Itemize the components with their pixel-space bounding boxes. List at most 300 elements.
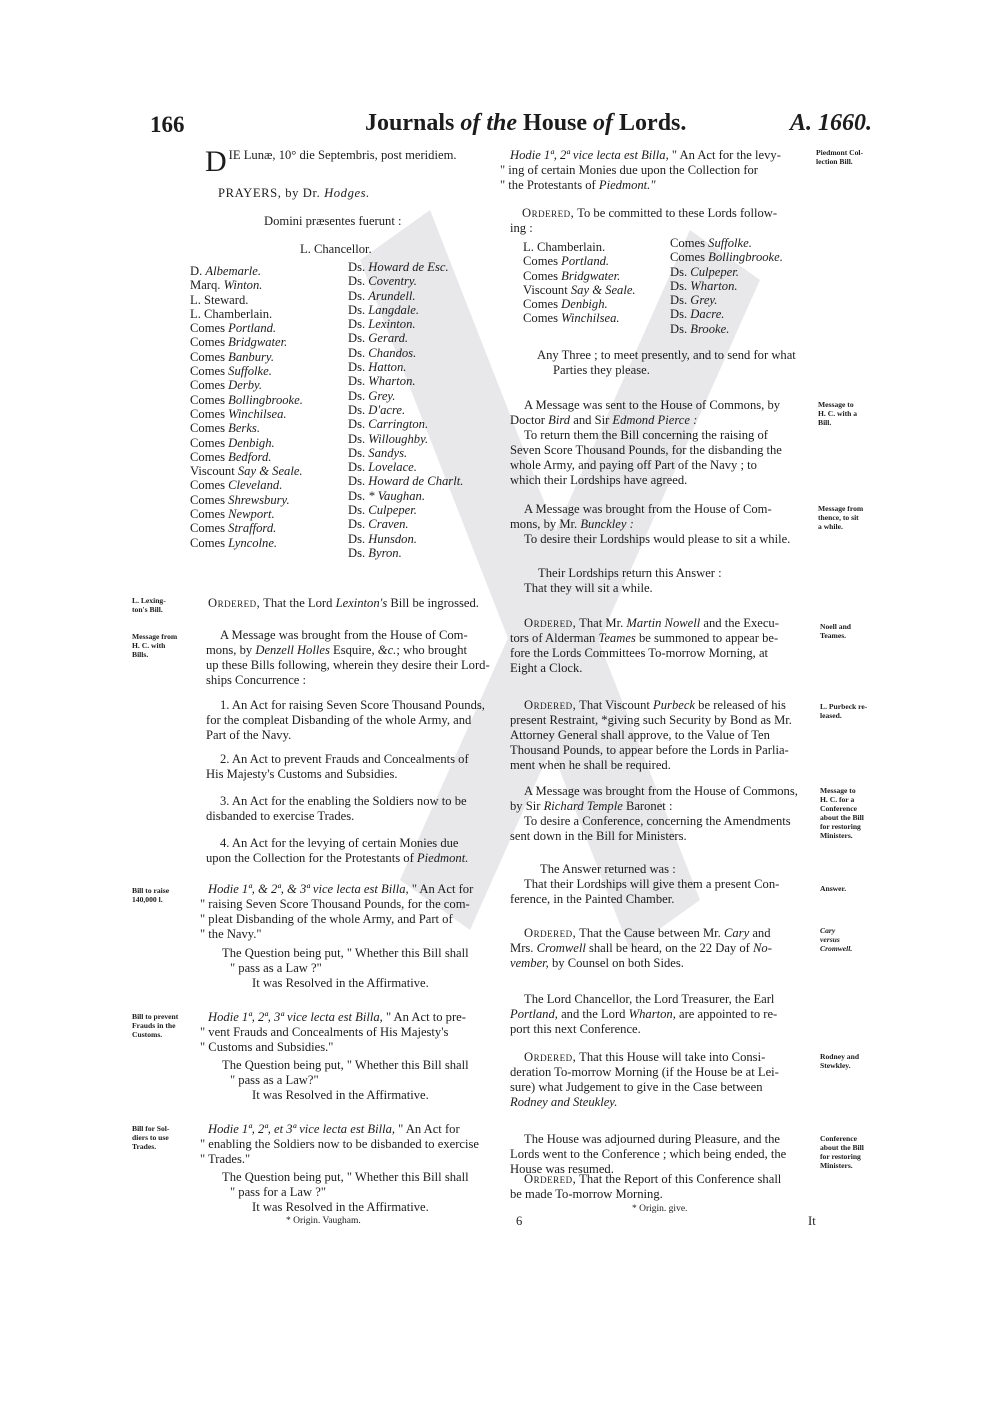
lord-name: D'acre. bbox=[368, 402, 406, 417]
footnote-left: * Origin. Vaugham. bbox=[286, 1216, 361, 1226]
lord-title: Comes bbox=[190, 435, 229, 450]
question-frauds-line2: " pass as a Law?" bbox=[230, 1073, 319, 1087]
question-soldiers bbox=[222, 1170, 503, 1215]
lord-entry bbox=[670, 307, 810, 321]
message-sent-line2a: Doctor bbox=[510, 413, 545, 427]
title-of-the: of the bbox=[460, 110, 524, 136]
lord-name: Langdale. bbox=[368, 302, 420, 317]
message-bills-line2a: mons, by bbox=[206, 643, 253, 657]
hodie-frauds-line3: " Customs and Subsidies." bbox=[200, 1040, 334, 1054]
lord-entry bbox=[348, 346, 498, 360]
conference-line1: A Message was brought from the House of Commons, bbox=[524, 784, 798, 798]
lord-name: Strafford. bbox=[228, 521, 277, 536]
margin-note-answer: Answer. bbox=[820, 884, 847, 893]
noell-line1a: That Mr. bbox=[579, 616, 624, 630]
lord-name: Say & Seale. bbox=[570, 282, 636, 297]
lord-entry bbox=[523, 240, 663, 254]
lord-name: Grey. bbox=[690, 293, 718, 308]
lord-entry bbox=[190, 450, 340, 464]
committed-line1: To be committed to these Lords follow- bbox=[577, 206, 778, 220]
lord-title: Comes bbox=[190, 478, 229, 493]
rodney-line1: That this House will take into Consi- bbox=[579, 1050, 766, 1064]
bill-1-line2: for the compleat Disbanding of the whole Army, and bbox=[206, 713, 472, 727]
question-raise-line2: " pass as a Law ?" bbox=[230, 961, 322, 975]
answer-sit-line1: Their Lordships return this Answer : bbox=[538, 566, 722, 580]
question-soldiers-line1: The Question being put, " Whether this Bill shall bbox=[222, 1170, 469, 1184]
message-conference bbox=[510, 784, 818, 844]
question-frauds-line1: The Question being put, " Whether this Bill shall bbox=[222, 1058, 469, 1072]
ordered-lexinton bbox=[208, 596, 503, 611]
teames-name: Teames bbox=[598, 631, 636, 645]
lord-name: Wharton. bbox=[368, 374, 416, 389]
dateline-initial: D bbox=[205, 145, 227, 178]
page-number: 166 bbox=[150, 112, 185, 137]
lord-entry bbox=[348, 446, 498, 460]
catchword: It bbox=[808, 1214, 816, 1228]
lord-title: Ds. bbox=[348, 302, 369, 317]
lord-name: Gerard. bbox=[368, 331, 409, 346]
lord-entry bbox=[348, 331, 498, 345]
lord-name: Howard de Esc. bbox=[368, 260, 449, 274]
lord-name: Denbigh. bbox=[561, 297, 608, 312]
message-sit-line2a: mons, by Mr. bbox=[510, 517, 578, 531]
lord-entry bbox=[190, 364, 340, 378]
lord-title: L. Steward. bbox=[190, 292, 249, 307]
piedmont-name: Piedmont. bbox=[416, 851, 469, 865]
lord-title: Comes bbox=[190, 492, 229, 507]
page-title bbox=[365, 110, 686, 137]
lord-title: Ds. bbox=[670, 293, 691, 308]
margin-note-frauds: Bill to prevent Frauds in the Customs. bbox=[132, 1012, 179, 1039]
prayers-text: PRAYERS, by Dr. bbox=[218, 186, 321, 200]
committee-list-left bbox=[523, 240, 663, 326]
page-year: A. 1660. bbox=[790, 110, 873, 136]
purbeck-line3: Attorney General shall approve, to the Value of Ten bbox=[510, 728, 770, 742]
lord-title: Viscount bbox=[190, 464, 238, 479]
purbeck-line1a: That Viscount bbox=[579, 698, 650, 712]
cary-no: No- bbox=[753, 941, 772, 955]
question-frauds-line3: It was Resolved in the Affirmative. bbox=[252, 1088, 429, 1102]
answer-sit bbox=[510, 566, 818, 596]
lord-name: Newport. bbox=[228, 507, 275, 522]
lord-name: Bollingbrooke. bbox=[708, 250, 783, 265]
lord-name: Lovelace. bbox=[368, 460, 417, 475]
answer-sit-line2: That they will sit a while. bbox=[524, 581, 653, 595]
lord-title: Comes bbox=[190, 406, 229, 421]
lord-title: Comes bbox=[670, 236, 709, 250]
lord-entry bbox=[348, 374, 498, 388]
committee-list-right bbox=[670, 236, 810, 336]
ordered-word-report: Ordered, bbox=[524, 1172, 577, 1186]
lord-name: Portland. bbox=[228, 321, 277, 336]
bill-3 bbox=[206, 794, 503, 824]
report-line2b: are appointed to re- bbox=[679, 1007, 778, 1021]
lord-entry bbox=[348, 317, 498, 331]
lord-title: Ds. bbox=[348, 345, 369, 360]
lord-entry bbox=[670, 265, 810, 279]
message-bills-line3: up these Bills following, wherein they desire their Lord- bbox=[206, 658, 490, 672]
adjourned bbox=[510, 1132, 818, 1177]
dateline-text: IE Lunæ, 10° die Septembris, post meridiem. bbox=[228, 148, 457, 162]
lord-name: Hunsdon. bbox=[368, 531, 417, 546]
hodie-soldiers-line3: " Trades." bbox=[200, 1152, 251, 1166]
lord-entry bbox=[348, 417, 498, 431]
cary-name: Cary bbox=[723, 926, 750, 940]
message-bills-line2b: Esquire, bbox=[333, 643, 375, 657]
lord-title: Ds. bbox=[348, 417, 369, 432]
lord-entry bbox=[190, 536, 340, 550]
margin-note-msg-hc: Message to H. C. with a Bill. bbox=[818, 400, 858, 427]
lord-name: Coventry. bbox=[368, 274, 417, 289]
lord-entry bbox=[348, 489, 498, 503]
message-bills-line2c: ; who brought bbox=[396, 643, 467, 657]
hodie-raise-line3: " pleat Disbanding of the whole Army, and Part of bbox=[200, 912, 453, 926]
margin-note-raise: Bill to raise 140,000 l. bbox=[132, 886, 170, 904]
lord-name: Bridgwater. bbox=[561, 268, 621, 283]
question-raise-line3: It was Resolved in the Affirmative. bbox=[252, 976, 429, 990]
lord-title: Comes bbox=[523, 254, 562, 269]
purbeck-line4: Thousand Pounds, to appear before the Lords in Parlia- bbox=[510, 743, 789, 757]
lord-entry bbox=[348, 460, 498, 474]
lord-entry bbox=[190, 378, 340, 392]
lord-entry bbox=[190, 521, 340, 535]
lord-title: Comes bbox=[523, 268, 562, 283]
margin-note-message-bills: Message from H. C. with Bills. bbox=[132, 632, 178, 659]
lord-title: Comes bbox=[190, 535, 229, 550]
lord-chancellor: L. Chancellor. bbox=[300, 242, 372, 256]
hodie-raise-line4: " the Navy." bbox=[200, 927, 262, 941]
rodney-line2: deration To-morrow Morning (if the House be at Lei- bbox=[510, 1065, 779, 1079]
lord-name: Willoughby. bbox=[368, 431, 429, 446]
lord-name: Banbury. bbox=[228, 349, 274, 364]
lord-entry bbox=[348, 389, 498, 403]
cromwell-name: Cromwell bbox=[536, 941, 586, 955]
margin-note-noell: Noell and Teames. bbox=[820, 622, 852, 640]
hodie-piedmont bbox=[500, 148, 818, 193]
hodie-piedmont-line1: " An Act for the levy- bbox=[668, 148, 781, 162]
lords-list-left bbox=[190, 264, 340, 550]
message-bills-line1: A Message was brought from the House of Com- bbox=[220, 628, 468, 642]
lord-title: Ds. bbox=[670, 278, 691, 293]
lord-name: Arundell. bbox=[368, 288, 416, 303]
lord-title: Comes bbox=[190, 507, 229, 522]
lord-title: L. Chamberlain. bbox=[523, 240, 606, 254]
conference-line3: To desire a Conference, concerning the Amendments bbox=[524, 814, 791, 828]
message-sent-line6: which their Lordships have agreed. bbox=[510, 473, 688, 487]
adjourned-line1: The House was adjourned during Pleasure, and the bbox=[524, 1132, 781, 1146]
margin-note-cary: Cary versus Cromwell. bbox=[820, 926, 853, 953]
lord-entry bbox=[190, 478, 340, 492]
lord-name: Winton. bbox=[223, 278, 263, 293]
answer-conference bbox=[510, 862, 818, 907]
question-soldiers-line3: It was Resolved in the Affirmative. bbox=[252, 1200, 429, 1214]
lord-title: Ds. bbox=[670, 307, 691, 322]
hodie-soldiers-lead: Hodie 1ª, 2ª, et 3ª vice lecta est Billa, bbox=[208, 1122, 396, 1136]
message-bills-line4: ships Concurrence : bbox=[206, 673, 307, 687]
lord-entry bbox=[190, 350, 340, 364]
bunckley-name: Bunckley : bbox=[580, 517, 634, 531]
purbeck-name: Purbeck bbox=[653, 698, 696, 712]
lord-name: Wharton. bbox=[690, 278, 738, 293]
lord-title: Ds. bbox=[348, 274, 369, 289]
lord-entry bbox=[348, 260, 498, 274]
lord-title: Ds. bbox=[348, 360, 369, 375]
lord-entry bbox=[348, 303, 498, 317]
rodney-line3: sure) what Judgement to give in the Case between bbox=[510, 1080, 763, 1094]
noell-line4: Eight a Clock. bbox=[510, 661, 583, 675]
hodie-frauds bbox=[200, 1010, 503, 1055]
margin-note-conference-2: Conference about the Bill for restoring Ministers. bbox=[820, 1134, 864, 1170]
question-raise bbox=[222, 946, 503, 991]
lord-title: D. bbox=[190, 264, 206, 278]
lord-title: Ds. bbox=[348, 431, 369, 446]
lord-title: Ds. bbox=[348, 374, 369, 389]
conference-line4: sent down in the Bill for Ministers. bbox=[510, 829, 687, 843]
etc-text: &c. bbox=[377, 643, 397, 657]
lord-entry bbox=[348, 403, 498, 417]
message-sent-line2b: and Sir bbox=[573, 413, 610, 427]
lord-entry bbox=[670, 236, 810, 250]
lord-entry bbox=[523, 269, 663, 283]
cary-line1b: and bbox=[752, 926, 771, 940]
lord-name: Winchilsea. bbox=[561, 311, 620, 326]
message-sent-line1: A Message was sent to the House of Commons, by bbox=[524, 398, 781, 412]
cary-vember: vember, bbox=[510, 956, 549, 970]
lord-entry bbox=[190, 307, 340, 321]
bill-1-line3: Part of the Navy. bbox=[206, 728, 292, 742]
lord-name: Derby. bbox=[228, 378, 263, 393]
hodie-soldiers bbox=[200, 1122, 503, 1167]
lord-entry bbox=[348, 503, 498, 517]
lord-name: Shrewsbury. bbox=[228, 492, 290, 507]
lord-entry bbox=[348, 289, 498, 303]
ordered-purbeck bbox=[510, 698, 818, 773]
ordered-word-cary: Ordered, bbox=[524, 926, 577, 940]
bill-2-line2: His Majesty's Customs and Subsidies. bbox=[206, 767, 398, 781]
lord-name: Bollingbrooke. bbox=[228, 392, 303, 407]
lord-name: Craven. bbox=[368, 517, 409, 532]
lord-title: Comes bbox=[190, 521, 229, 536]
report2-line1: That the Report of this Conference shall bbox=[579, 1172, 782, 1186]
margin-note-sit: Message from thence, to sit a while. bbox=[818, 504, 864, 531]
lord-name: Dacre. bbox=[690, 307, 725, 322]
lord-name: Hatton. bbox=[368, 360, 407, 375]
bill-4 bbox=[206, 836, 503, 866]
bill-2-line1: 2. An Act to prevent Frauds and Concealments of bbox=[220, 752, 469, 766]
lord-title: Ds. bbox=[348, 445, 369, 460]
lord-entry bbox=[348, 360, 498, 374]
ordered-rodney bbox=[510, 1050, 818, 1110]
lord-title: Ds. bbox=[348, 503, 369, 518]
committed-line2: ing : bbox=[510, 221, 533, 235]
report-line2a: and the Lord bbox=[561, 1007, 626, 1021]
hodie-piedmont-line3: " the Protestants of bbox=[500, 178, 596, 192]
hodie-raise bbox=[200, 882, 503, 942]
hodie-soldiers-line2: " enabling the Soldiers now to be disbanded to exercise bbox=[200, 1137, 479, 1151]
lord-name: Sandys. bbox=[368, 445, 408, 460]
report2-line2: be made To-morrow Morning. bbox=[510, 1187, 663, 1201]
ordered-lexinton-end: Bill be ingrossed. bbox=[390, 596, 479, 610]
lord-title: Ds. bbox=[348, 531, 369, 546]
footnote-right: * Origin. give. bbox=[632, 1204, 688, 1214]
lord-title: Ds. bbox=[348, 488, 369, 503]
noell-line2b: be summoned to appear be- bbox=[638, 631, 779, 645]
lord-name: Suffolke. bbox=[708, 236, 752, 250]
lord-entry bbox=[190, 421, 340, 435]
lord-name: Grey. bbox=[368, 388, 396, 403]
lord-name: Bridgwater. bbox=[228, 335, 288, 350]
lord-name: Lexinton. bbox=[368, 317, 416, 332]
lord-name: Cleveland. bbox=[228, 478, 283, 493]
message-sit bbox=[510, 502, 818, 547]
portland-name: Portland, bbox=[510, 1007, 558, 1021]
report-line3: port this next Conference. bbox=[510, 1022, 641, 1036]
margin-note-soldiers: Bill for Sol- diers to use Trades. bbox=[132, 1124, 170, 1151]
message-sent bbox=[510, 398, 818, 488]
lord-entry bbox=[523, 283, 663, 297]
wharton-name: Wharton, bbox=[628, 1007, 676, 1021]
title-journals: Journals bbox=[365, 110, 461, 136]
lord-entry bbox=[348, 432, 498, 446]
noell-line3: fore the Lords Committees To-morrow Morning, at bbox=[510, 646, 769, 660]
lord-title: Ds. bbox=[348, 517, 369, 532]
hodie-frauds-line1: " An Act to pre- bbox=[382, 1010, 466, 1024]
ordered-report bbox=[510, 1172, 818, 1202]
lord-entry bbox=[348, 517, 498, 531]
lord-name: Byron. bbox=[368, 545, 402, 560]
lord-entry bbox=[190, 507, 340, 521]
lord-name: Chandos. bbox=[368, 345, 417, 360]
ordered-committed bbox=[510, 206, 818, 236]
lord-name: Bedford. bbox=[228, 449, 272, 464]
lord-entry bbox=[190, 407, 340, 421]
answer-conference-line3: ference, in the Painted Chamber. bbox=[510, 892, 675, 906]
lord-entry bbox=[523, 297, 663, 311]
lord-name: * Vaughan. bbox=[368, 488, 425, 503]
lord-entry bbox=[190, 321, 340, 335]
cary-line2b: shall be heard, on the 22 Day of bbox=[588, 941, 750, 955]
lord-entry bbox=[190, 293, 340, 307]
lords-list-right bbox=[348, 260, 498, 560]
bill-3-line2: disbanded to exercise Trades. bbox=[206, 809, 355, 823]
adjourned-line3: House was resumed. bbox=[510, 1162, 614, 1176]
cary-line2a: Mrs. bbox=[510, 941, 534, 955]
ordered-word-purbeck: Ordered, bbox=[524, 698, 577, 712]
lord-title: Ds. bbox=[348, 288, 369, 303]
report-line1: The Lord Chancellor, the Lord Treasurer, the Earl bbox=[524, 992, 775, 1006]
bill-1-line1: 1. An Act for raising Seven Score Thousand Pounds, bbox=[220, 698, 485, 712]
lord-entry bbox=[190, 278, 340, 292]
lexinton-name: Lexinton's bbox=[335, 596, 388, 610]
title-lords: Lords. bbox=[619, 110, 687, 136]
ordered-lexinton-text: That the Lord bbox=[263, 596, 333, 610]
lord-name: Say & Seale. bbox=[237, 464, 303, 479]
lord-title: Comes bbox=[190, 392, 229, 407]
answer-conference-line2: That their Lordships will give them a present Con- bbox=[524, 877, 780, 891]
purbeck-line1b: be released of his bbox=[698, 698, 786, 712]
hodie-raise-lead: Hodie 1ª, & 2ª, & 3ª vice lecta est Billa, bbox=[208, 882, 409, 896]
any-three-line1: Any Three ; to meet presently, and to send for what bbox=[537, 348, 796, 362]
lord-title: Ds. bbox=[348, 474, 369, 489]
noell-line1b: and the Execu- bbox=[703, 616, 779, 630]
bill-2 bbox=[206, 752, 503, 782]
lord-entry bbox=[670, 293, 810, 307]
hodie-raise-line1: " An Act for bbox=[408, 882, 474, 896]
lord-title: Ds. bbox=[348, 260, 369, 274]
bill-3-line1: 3. An Act for the enabling the Soldiers now to be bbox=[220, 794, 467, 808]
lord-title: Viscount bbox=[523, 282, 571, 297]
lord-name: Winchilsea. bbox=[228, 406, 287, 421]
lord-entry bbox=[190, 436, 340, 450]
lord-title: Comes bbox=[190, 364, 229, 379]
ordered-word-rodney: Ordered, bbox=[524, 1050, 577, 1064]
message-bills bbox=[206, 628, 503, 688]
lord-entry bbox=[190, 393, 340, 407]
lord-title: Ds. bbox=[348, 402, 369, 417]
hodie-raise-line2: " raising Seven Score Thousand Pounds, for the com- bbox=[200, 897, 470, 911]
lord-title: Comes bbox=[190, 321, 229, 336]
lord-entry bbox=[190, 493, 340, 507]
message-sit-line3: To desire their Lordships would please to sit a while. bbox=[524, 532, 791, 546]
lord-entry bbox=[348, 546, 498, 560]
piedmont-name-right: Piedmont." bbox=[598, 178, 656, 192]
lord-title: Comes bbox=[190, 449, 229, 464]
ordered-cary bbox=[510, 926, 818, 971]
hodie-frauds-line2: " vent Frauds and Concealments of His Majesty's bbox=[200, 1025, 449, 1039]
prayers bbox=[218, 186, 370, 201]
lord-title: Comes bbox=[523, 311, 562, 326]
lord-title: Ds. bbox=[348, 460, 369, 475]
hodie-soldiers-line1: " An Act for bbox=[395, 1122, 460, 1136]
lord-name: Howard de Charlt. bbox=[368, 474, 464, 489]
noell-line2a: tors of Alderman bbox=[510, 631, 596, 645]
purbeck-line5: ment when he shall be required. bbox=[510, 758, 671, 772]
lord-entry bbox=[523, 311, 663, 325]
adjourned-line2: Lords went to the Conference ; which being ended, the bbox=[510, 1147, 787, 1161]
question-raise-line1: The Question being put, " Whether this Bill shall bbox=[222, 946, 469, 960]
conference-line2b: Baronet : bbox=[625, 799, 673, 813]
ordered-noell bbox=[510, 616, 818, 676]
ordered-word-noell: Ordered, bbox=[524, 616, 577, 630]
lord-name: Suffolke. bbox=[228, 364, 272, 379]
lord-entry bbox=[670, 279, 810, 293]
lord-name: Portland. bbox=[561, 254, 610, 269]
lord-title: L. Chamberlain. bbox=[190, 306, 273, 321]
lord-entry bbox=[190, 264, 340, 278]
lord-title: Comes bbox=[523, 297, 562, 312]
lord-title: Comes bbox=[190, 349, 229, 364]
lord-name: Culpeper. bbox=[690, 264, 739, 279]
title-house: House bbox=[523, 110, 594, 136]
margin-note-rodney: Rodney and Stewkley. bbox=[820, 1052, 860, 1070]
cary-line1a: That the Cause between Mr. bbox=[579, 926, 721, 940]
cary-line3: by Counsel on both Sides. bbox=[551, 956, 684, 970]
any-three-line2: Parties they please. bbox=[553, 363, 650, 377]
nowell-name: Martin Nowell bbox=[626, 616, 701, 630]
lord-title: Comes bbox=[190, 421, 229, 436]
lord-entry bbox=[670, 322, 810, 336]
lord-entry bbox=[523, 254, 663, 268]
lord-name: Carrington. bbox=[368, 417, 429, 432]
margin-note-lexinton: L. Lexing- ton's Bill. bbox=[132, 596, 166, 614]
report-conference bbox=[510, 992, 818, 1037]
present-heading: Domini præsentes fuerunt : bbox=[264, 214, 402, 228]
lord-name: Albemarle. bbox=[205, 264, 262, 278]
prayers-name: Hodges. bbox=[324, 186, 370, 200]
bird-name: Bird bbox=[548, 413, 571, 427]
lord-title: Ds. bbox=[348, 331, 369, 346]
lord-name: Denbigh. bbox=[228, 435, 275, 450]
